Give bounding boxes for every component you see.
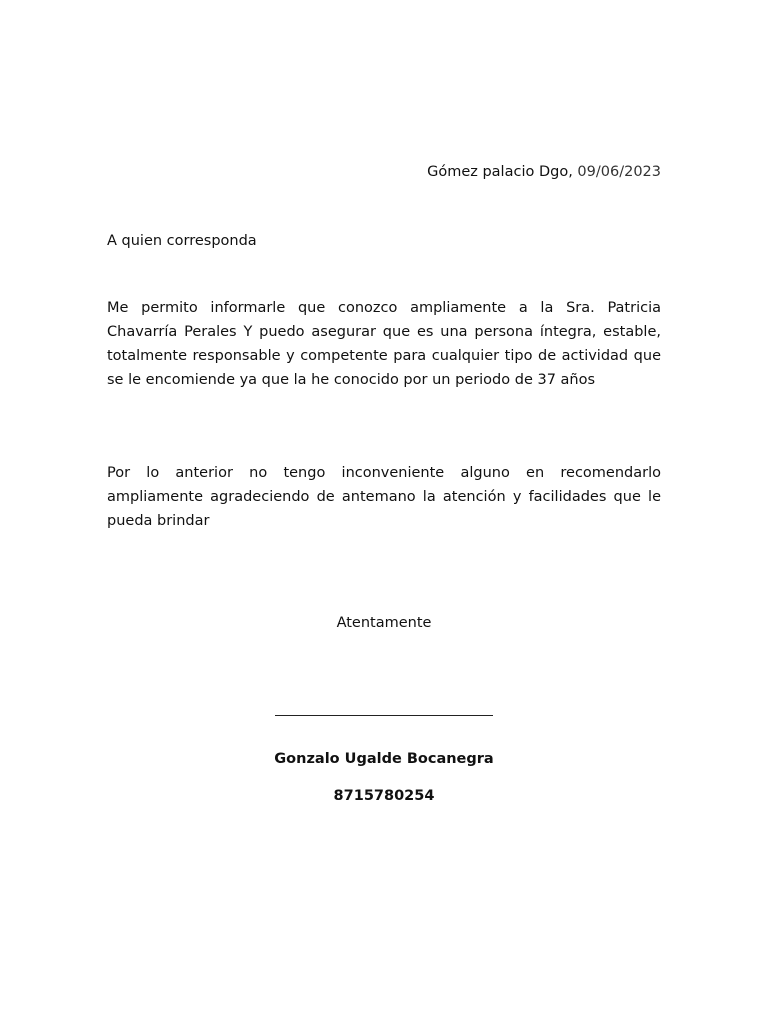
place-date-line xyxy=(427,160,661,184)
place-text: Gómez palacio Dgo, xyxy=(427,164,578,180)
greeting: A quien corresponda xyxy=(107,233,257,249)
signature-line xyxy=(275,715,493,716)
date-text: 09/06/2023 xyxy=(577,164,661,180)
signer-phone: 8715780254 xyxy=(333,788,435,804)
body-paragraph-2: Por lo anterior no tengo inconveniente alguno en recomendarlo ampliamente agradeciendo de antemano la atención y facilidades que le pueda brindar xyxy=(107,465,661,529)
body-paragraph-1: Me permito informarle que conozco ampliamente a la Sra. Patricia Chavarría Perales Y puedo asegurar que es una persona íntegra, estable, totalmente responsable y competente para cualquier tipo de actividad que se le encomiende ya que la he conocido por un periodo de 37 años xyxy=(107,300,661,388)
closing: Atentamente xyxy=(336,615,432,631)
signer-name: Gonzalo Ugalde Bocanegra xyxy=(274,751,494,767)
